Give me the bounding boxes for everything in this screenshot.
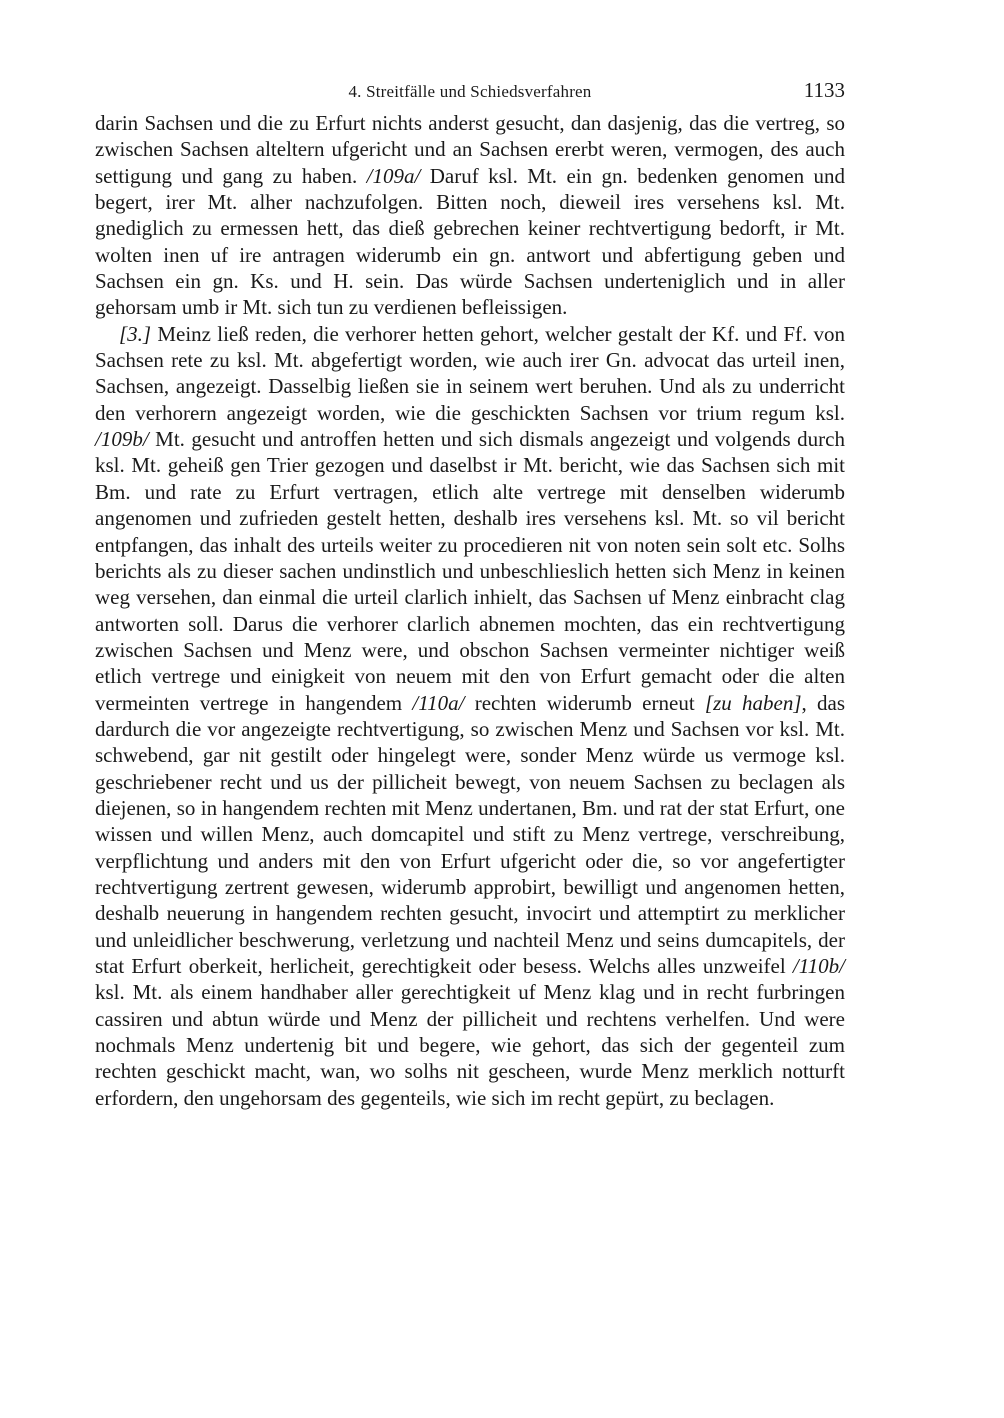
text-segment: rechten widerumb erneut [464,690,705,715]
body-text [95,110,845,1111]
editorial-insertion: [zu haben] [704,690,802,715]
folio-marker: /109a/ [366,163,421,188]
book-page [95,76,845,1111]
text-segment: Mt. gesucht und antroffen hetten und sich dismals angezeigt und volgends durch ksl. Mt. geheiß gen Trier gezogen und daselbst ir Mt. bericht, wie das Sachsen sich mit Bm. und rate zu Erfurt vertragen, etlich alte vertrege mit denselben widerumb angenomen und zufrieden gestelt hetten, deshalb ires versehens ksl. Mt. so vil bericht entpfangen, das inhalt des urteils weiter zu procedieren nit von noten sein solt etc. Solhs berichts als zu dieser sachen undinstlich und unbeschlieslich hetten sich Menz in keinen weg versehen, dan einmal die urteil clarlich inhielt, das Sachsen uf Menz einbracht clag antworten soll. Darus die verhorer clarlich abnemen mochten, das ein rechtvertigung zwischen Sachsen und Menz were, und obschon Sachsen vermeinter nichtiger weiß etlich vertrege und einigkeit von neuem mit den von Erfurt gemacht oder die alten vermeinten vertrege in hangendem [95,427,845,715]
running-header [95,76,845,110]
folio-marker: /110a/ [412,690,465,715]
page-number: 1133 [803,78,845,102]
text-segment: darin Sachsen und die zu Erfurt nichts anderst gesucht, dan dasjenig, das die vertreg, so zwischen Sachsen alteltern ufgericht und an Sachsen ererbt weren, vermogen, des auch settigung und gang zu haben. [95,111,845,188]
text-segment: ksl. Mt. als einem handhaber aller gerechtigkeit uf Menz klag und in recht furbringen cassiren und abtun würde und Menz der pillicheit und rechtens verhelfen. Und were nochmals Menz undertenig bit und begere, wie gehort, das sich der gegenteil zum rechten geschickt macht, wan, wo solhs nit gescheen, wurde Menz merklich notturft erfordern, den ungehorsam des gegenteils, wie sich im recht gepürt, zu beclagen. [95,980,845,1110]
section-number: [3.] [119,321,152,346]
running-header-title: 4. Streitfälle und Schiedsverfahren [348,82,592,101]
text-segment: Meinz ließ reden, die verhorer hetten gehort, welcher gestalt der Kf. und Ff. von Sachsen rete zu ksl. Mt. abgefertigt worden, wie auch irer Gn. advocat das urteil inen, Sachsen, angezeigt. Dasselbig ließen sie in seinem wert beruhen. Und als zu underricht den verhorern angezeigt worden, wie die geschickten Sachsen vor trium regum ksl. [95,321,845,425]
paragraph [95,110,845,321]
folio-marker: /110b/ [792,954,845,978]
text-segment: Daruf ksl. Mt. ein gn. bedenken genomen und begert, irer Mt. alher nachzufolgen. Bitten noch, dieweil ires versehens ksl. Mt. gnediglich zu ermessen hett, das dieß gebrechen keiner rechtvertigung bedorft, ir Mt. wolten inen uf ire antragen widerumb ein gn. antwort und abfertigung geben und Sachsen ein gn. Ks. und H. sein. Das würde Sachsen underteniglich und in aller gehorsam umb ir Mt. sich tun zu verdienen befleissigen. [95,163,845,320]
folio-marker: /109b/ [95,427,149,452]
paragraph [95,321,845,1111]
text-segment: , das dardurch die vor angezeigte rechtvertigung, so zwischen Menz und Sachsen vor ksl. Mt. schwebend, gar nit gestilt oder hingelegt were, sonder Menz würde us vermoge ksl. geschriebener recht und us der pillicheit bewegt, von neuem Sachsen zu beclagen als diejenen, so in hangendem rechten mit Menz undertanen, Bm. und rat der stat Erfurt, one wissen und willen Menz, auch domcapitel und stift zu Menz vertrege, verschreibung, verpflichtung und anders mit den von Erfurt ufgericht oder die, so vor angefertigter rechtvertigung zertrent gewesen, widerumb approbirt, bewilligt und angenomen hetten, deshalb neuerung in hangendem rechten gesucht, invocirt und attemptirt zu merklicher und unleidlicher beschwerung, verletzung und nachteil Menz und seins dumcapitels, der stat Erfurt oberkeit, herlicheit, gerechtigkeit oder besess. Welchs alles unzweifel [95,690,845,978]
